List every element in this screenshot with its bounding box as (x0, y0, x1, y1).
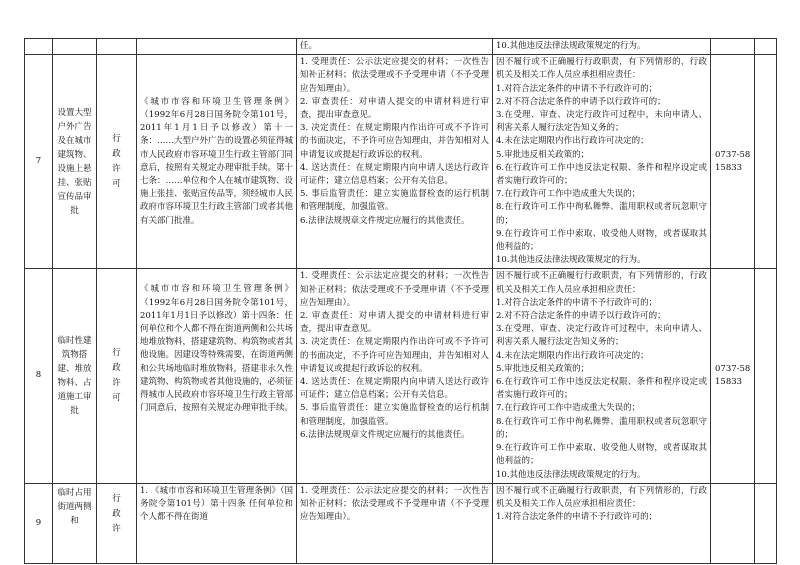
accountability-cell (493, 39, 711, 55)
item-name: 设置大型户外广告及在城市建筑物、设施上悬挂、张贴宣传品审批 (53, 55, 97, 269)
legal-basis (137, 39, 297, 55)
responsibility-line: 6.法律法规规章文件规定应履行的其他责任。 (300, 429, 470, 440)
legal-basis: 《城市市容和环境卫生管理条例》（1992年6月28日国务院令第101号，2011年1月1日予以修改）第十四条：任何单位和个人都不得在街道两侧和公共场地堆放物料，搭建建筑物、构筑物或者其他设施。因建设等特殊需要，在街道两侧和公共场地临时堆放物料，搭建非永久性建筑物、构筑物或者其他设施的，必须征得城市人民政府市容环境卫生行政主管部门同意后，按照有关规定办理审批手续。 (137, 269, 297, 483)
accountability-line: 4.未在法定期限内作出行政许可决定的； (496, 350, 649, 361)
remark-cell (755, 483, 777, 563)
item-type-text: 行政许 (112, 493, 121, 534)
responsibility-line: 5. 事后监管责任：建立实施监督检查的运行机制和管理制度，加强监管。 (300, 403, 489, 427)
responsibility-line: 4. 送达责任：在规定期限内向申请人送达行政许可证件；建立信息档案；公开有关信息。 (300, 162, 489, 187)
row-index (25, 39, 53, 55)
accountability-cell (493, 483, 711, 563)
responsibility-line: 1. 受理责任：公示法定应提交的材料；一次性告知补正材料；依法受理或不予受理申请（不予受理应告知理由）。 (300, 271, 489, 308)
responsibility-line: 5. 事后监管责任：建立实施监督检查的运行机制和管理制度，加强监管。 (300, 189, 489, 213)
responsibility-cell (297, 269, 493, 483)
accountability-line: 9.在行政许可工作中索取、收受他人财物，或者谋取其他利益的； (496, 228, 707, 253)
legal-basis: 1. 《城市市容和环境卫生管理条例》（国务院令第101号）第十四条 任何单位和个人都不得在街道 (137, 483, 297, 563)
item-name: 临时性建筑物搭建、堆放物料、占道施工审批 (53, 269, 97, 483)
accountability-line: 4.未在法定期限内作出行政许可决定的； (496, 136, 649, 147)
row-index: 9 (25, 483, 53, 563)
phone-line: 15833 (715, 162, 743, 173)
item-type (97, 39, 137, 55)
legal-basis: 《城市市容和环境卫生管理条例》（1992年6月28日国务院令第101号，2011年1月1日予以修改）第十一条：……大型户外广告的设置必须征得城市人民政府市容环境卫生行政主管部门同意后，按照有关规定办理审批手续。第十七条：……单位和个人在城市建筑物、设施上张挂、张贴宣传品等，须经城市人民政府市容环境卫生行政主管部门或者其他有关部门批准。 (137, 55, 297, 269)
accountability-line: 6.在行政许可工作中违反法定权限、条件和程序设定或者实施行政许可的； (496, 377, 707, 401)
accountability-line: 因不履行或不正确履行行政职责，有下列情形的，行政机关及相关工作人员应承担相应责任： (496, 271, 707, 295)
accountability-line: 5.审批违反相关政策的； (496, 363, 590, 374)
item-name (53, 39, 97, 55)
phone-cell (711, 55, 755, 269)
item-type-text: 行政许可 (112, 133, 121, 189)
accountability-line: 9.在行政许可工作中索取、收受他人财物，或者谋取其他利益的； (496, 443, 707, 467)
accountability-line: 6.在行政许可工作中违反法定权限、条件和程序设定或者实施行政许可的； (496, 162, 707, 187)
table-row (25, 55, 777, 269)
accountability-cell (493, 269, 711, 483)
accountability-line: 因不履行或不正确履行行政职责，有下列情形的，行政机关及相关工作人员应承担相应责任： (496, 485, 707, 509)
responsibility-line: 4. 送达责任：在规定期限内向申请人送达行政许可证件；建立信息档案；公开有关信息。 (300, 377, 489, 401)
responsibility-line: 6.法律法规规章文件规定应履行的其他责任。 (300, 215, 470, 226)
phone-line: 0737-58 (715, 149, 751, 160)
responsibility-line: 3. 决定责任：在规定期限内作出许可或不予许可的书面决定，不予许可应告知理由，并告知相对人申请复议或提起行政诉讼的权利。 (300, 337, 489, 374)
remark-cell (755, 55, 777, 269)
phone-cell (711, 39, 755, 55)
responsibility-line: 2. 审查责任：对申请人提交的申请材料进行审查，提出审查意见。 (300, 311, 489, 335)
item-name: 临时占用街道两侧和 (53, 483, 97, 563)
remark-cell (755, 39, 777, 55)
item-type (97, 55, 137, 269)
accountability-line: 1.对符合法定条件的申请不予行政许可的； (496, 83, 658, 94)
accountability-line: 8.在行政许可工作中徇私舞弊、滥用职权或者玩忽职守的； (496, 416, 707, 440)
phone-cell (711, 269, 755, 483)
phone-cell (711, 483, 755, 563)
accountability-line: 因不履行或不正确履行行政职责，有下列情形的，行政机关及相关工作人员应承担相应责任： (496, 57, 707, 81)
accountability-line: 1.对符合法定条件的申请不予行政许可的； (496, 512, 658, 523)
accountability-line: 5.审批违反相关政策的； (496, 149, 590, 160)
phone-line: 0737-58 (715, 363, 751, 374)
responsibility-cell (297, 483, 493, 563)
accountability-line: 3.在受理、审查、决定行政许可过程中，未向申请人、利害关系人履行法定告知义务的； (496, 324, 707, 348)
item-type (97, 483, 137, 563)
accountability-line: 10.其他违反法律法规政策规定的行为。 (496, 469, 646, 480)
responsibility-line: 1. 受理责任：公示法定应提交的材料；一次性告知补正材料；依法受理或不予受理申请（不予受理应告知理由）。 (300, 57, 489, 94)
accountability-line: 7.在行政许可工作中造成重大失误的； (496, 403, 641, 414)
accountability-line: 1.对符合法定条件的申请不予行政许可的； (496, 297, 658, 308)
phone-line: 15833 (715, 377, 743, 388)
accountability-cell (493, 55, 711, 269)
responsibility-line: 任。 (300, 41, 318, 51)
accountability-line: 8.在行政许可工作中徇私舞弊、滥用职权或者玩忽职守的； (496, 202, 707, 226)
item-type-text: 行政许可 (112, 348, 121, 404)
accountability-line: 10.其他违反法律法规政策规定的行为。 (496, 255, 646, 266)
item-type (97, 269, 137, 483)
accountability-line: 2.对不符合法定条件的申请予以行政许可的； (496, 311, 666, 322)
responsibility-line: 3. 决定责任：在规定期限内作出许可或不予许可的书面决定，不予许可应告知理由，并告知相对人申请复议或提起行政诉讼的权利。 (300, 123, 489, 160)
table-row (25, 39, 777, 55)
remark-cell (755, 269, 777, 483)
table-row (25, 483, 777, 563)
row-index: 8 (25, 269, 53, 483)
table-row (25, 269, 777, 483)
row-index: 7 (25, 55, 53, 269)
accountability-line: 3.在受理、审查、决定行政许可过程中，未向申请人、利害关系人履行法定告知义务的； (496, 110, 707, 134)
responsibility-cell (297, 55, 493, 269)
responsibility-cell (297, 39, 493, 55)
accountability-line: 10.其他违反法律法规政策规定的行为。 (496, 41, 646, 51)
responsibility-line: 2. 审查责任：对申请人提交的申请材料进行审查，提出审查意见。 (300, 96, 489, 121)
responsibility-line: 1. 受理责任：公示法定应提交的材料；一次性告知补正材料；依法受理或不予受理申请（不予受理应告知理由）。 (300, 485, 489, 523)
accountability-line: 7.在行政许可工作中造成重大失误的； (496, 189, 641, 200)
accountability-line: 2.对不符合法定条件的申请予以行政许可的； (496, 96, 666, 107)
responsibility-table (24, 38, 777, 564)
